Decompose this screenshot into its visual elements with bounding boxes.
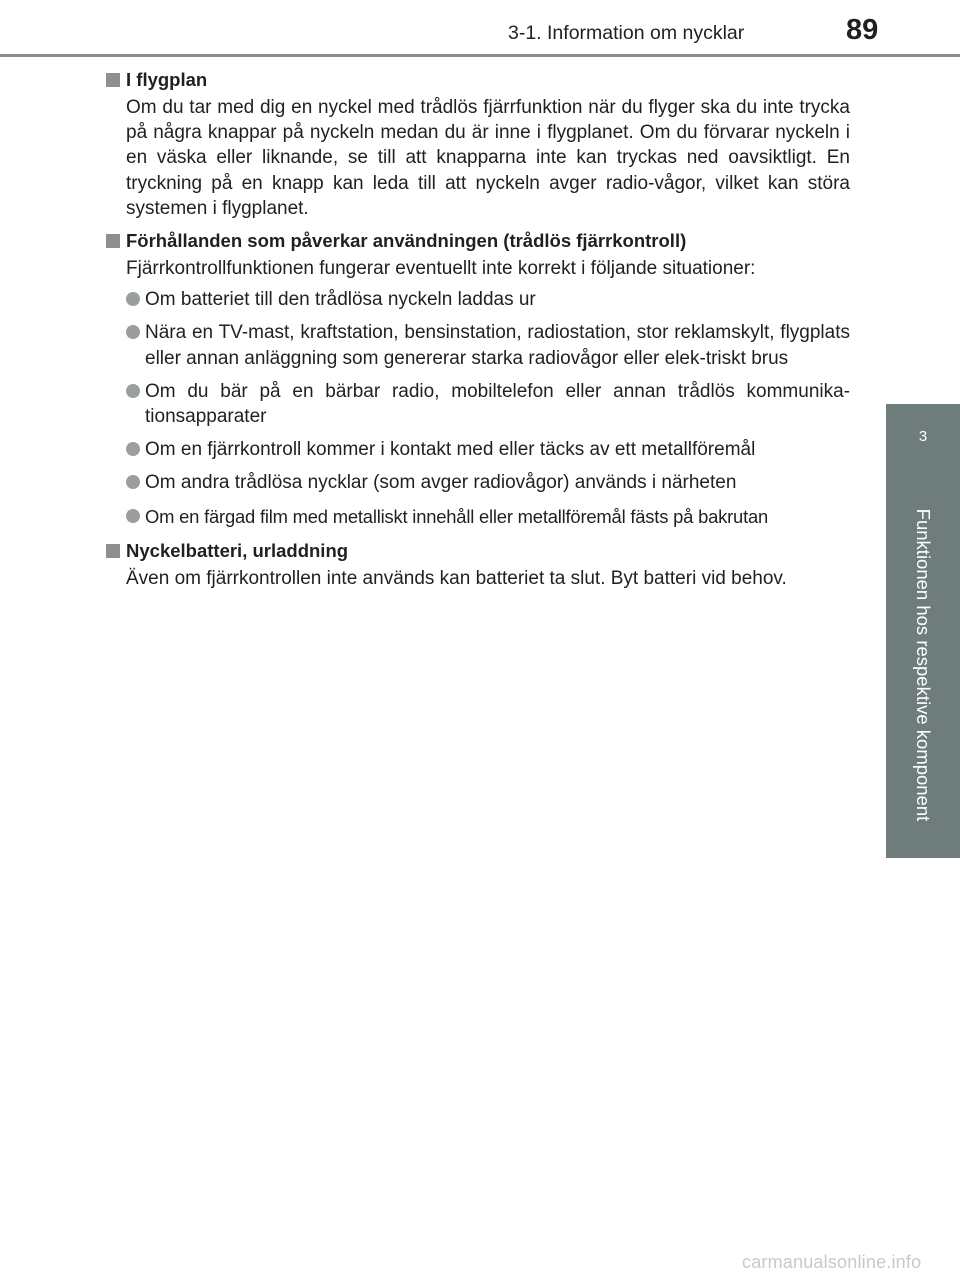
- chapter-label: Funktionen hos respektive komponent: [913, 508, 934, 822]
- section-title: [106, 537, 850, 564]
- list-item-text: Om andra trådlösa nycklar (som avger radiovågor) används i närheten: [145, 472, 737, 494]
- page-content: [106, 66, 850, 597]
- header-rule: [0, 54, 960, 57]
- list-item: [126, 504, 850, 529]
- section-paragraph: Även om fjärrkontrollen inte används kan batteriet ta slut. Byt batteri vid behov.: [126, 567, 787, 589]
- list-item-text: Om en fjärrkontroll kommer i kontakt med eller täcks av ett metallföremål: [145, 439, 756, 461]
- circle-bullet-icon: [126, 292, 140, 306]
- section-title-text: Nyckelbatteri, urladdning: [126, 539, 349, 561]
- list-item: [126, 287, 850, 312]
- square-bullet-icon: [106, 544, 120, 558]
- list-item: [126, 379, 850, 429]
- section-conditions: [106, 227, 850, 529]
- list-item-text: Om batteriet till den trådlösa nyckeln laddas ur: [145, 289, 536, 311]
- square-bullet-icon: [106, 234, 120, 248]
- list-item: [126, 470, 850, 495]
- section-title: [106, 227, 850, 254]
- chapter-label-wrapper: [886, 496, 960, 834]
- section-title: [106, 66, 850, 93]
- list-item: [126, 437, 850, 462]
- section-title-text: Förhållanden som påverkar användningen (trådlös fjärrkontroll): [126, 230, 687, 252]
- list-item-text: Om en färgad film med metalliskt innehåll eller metallföremål fästs på bakrutan: [145, 505, 769, 527]
- square-bullet-icon: [106, 73, 120, 87]
- circle-bullet-icon: [126, 475, 140, 489]
- circle-bullet-icon: [126, 384, 140, 398]
- section-airplane: [106, 66, 850, 221]
- page-number: 89: [846, 14, 879, 46]
- list-item-text: Om du bär på en bärbar radio, mobiltelefon eller annan trådlös kommunika-tionsapparater: [145, 380, 850, 428]
- list-item: [126, 320, 850, 370]
- chapter-number: 3: [918, 428, 928, 445]
- section-paragraph: Om du tar med dig en nyckel med trådlös fjärrfunktion när du flyger ska du inte trycka på några knappar på nyckeln medan du är inne i flygplanet. Om du förvarar nyckeln i en väska eller liknande, se till att knapparna inte kan tryckas ned oavsiktligt. En tryckning på en knapp kan leda till att nyckeln avger radio-vågor, vilket kan störa systemen i flygplanet.: [126, 97, 850, 219]
- header-title: 3-1. Information om nycklar: [508, 22, 745, 44]
- list-item-text: Nära en TV-mast, kraftstation, bensinstation, radiostation, stor reklamskylt, flygplats eller annan anläggning som genererar starka radiovågor eller elek-triskt brus: [145, 322, 850, 369]
- section-paragraph: Fjärrkontrollfunktionen fungerar eventuellt inte korrekt i följande situationer:: [126, 258, 756, 280]
- circle-bullet-icon: [126, 509, 140, 523]
- chapter-side-tab: [886, 404, 960, 858]
- condition-list: [106, 287, 850, 529]
- circle-bullet-icon: [126, 442, 140, 456]
- watermark: carmanualsonline.info: [742, 1252, 922, 1272]
- circle-bullet-icon: [126, 325, 140, 339]
- section-title-text: I flygplan: [126, 69, 208, 90]
- section-battery: [106, 537, 850, 591]
